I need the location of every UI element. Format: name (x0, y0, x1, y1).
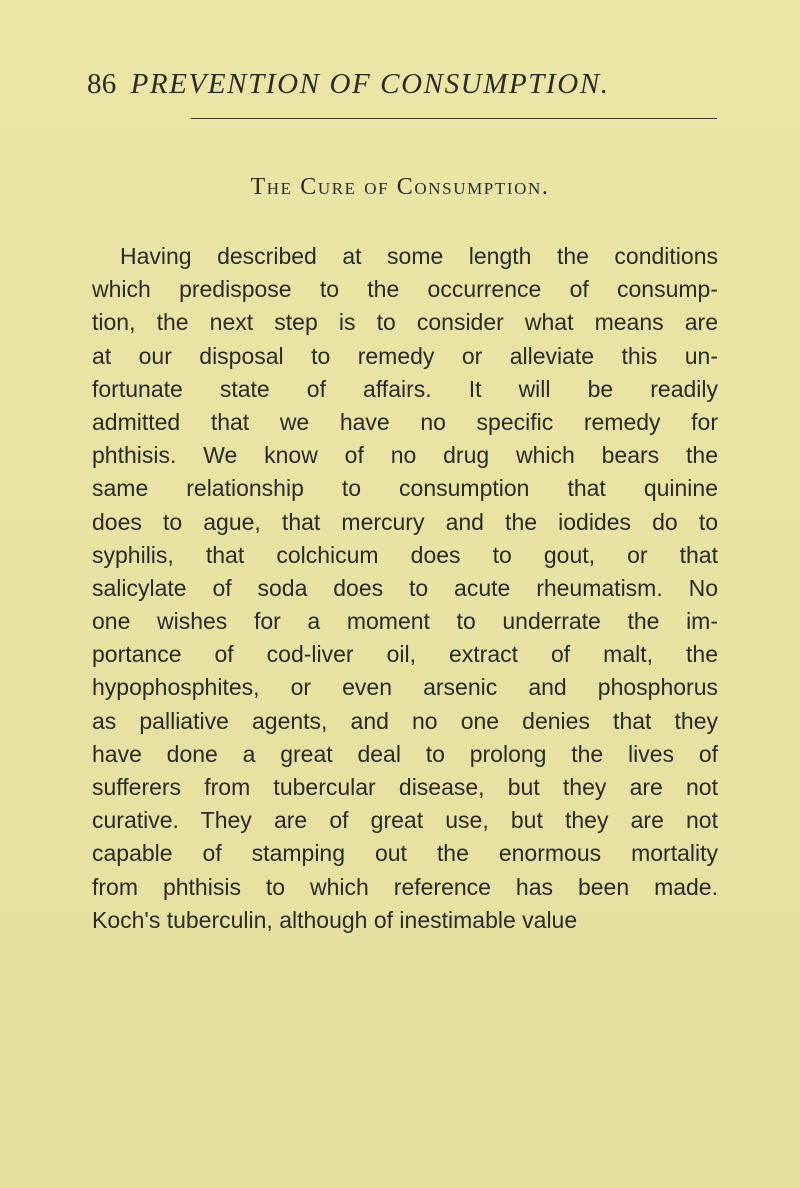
text-line: capable of stamping out the enormous mortality (92, 840, 718, 867)
text-line: one wishes for a moment to underrate the im- (92, 608, 718, 635)
text-line: have done a great deal to prolong the lives of (92, 740, 718, 767)
text-line: at our disposal to remedy or alleviate this un- (92, 342, 718, 369)
header-rule (191, 118, 717, 119)
text-line: same relationship to consumption that quinine (92, 475, 718, 502)
text-line: which predispose to the occurrence of consump- (92, 276, 718, 303)
text-line: portance of cod-liver oil, extract of malt, the (92, 641, 718, 668)
text-line: from phthisis to which reference has been made. (92, 873, 718, 900)
text-line: hypophosphites, or even arsenic and phosphorus (92, 674, 718, 701)
text-line: sufferers from tubercular disease, but they are not (92, 774, 718, 800)
text-line: fortunate state of affairs. It will be readily (92, 375, 718, 402)
text-line: Koch's tuberculin, although of inestimable value (92, 906, 578, 933)
text-line: tion, the next step is to consider what means are (92, 309, 718, 336)
running-title: PREVENTION OF CONSUMPTION. (130, 68, 610, 100)
running-head (87, 66, 717, 102)
text-line: as palliative agents, and no one denies that they (92, 707, 718, 734)
section-title: The Cure of Consumption. (250, 174, 550, 200)
text-line: syphilis, that colchicum does to gout, or that (92, 541, 718, 568)
page-number: 86 (87, 68, 117, 100)
text-line: salicylate of soda does to acute rheumatism. No (92, 574, 718, 601)
text-line: curative. They are of great use, but they are not (92, 807, 718, 834)
text-line: phthisis. We know of no drug which bears the (92, 442, 718, 469)
text-line: does to ague, that mercury and the iodides do to (92, 508, 718, 535)
body-paragraph (92, 240, 718, 937)
text-line: Having described at some length the conditions (120, 243, 718, 269)
text-line: admitted that we have no specific remedy for (92, 408, 718, 435)
